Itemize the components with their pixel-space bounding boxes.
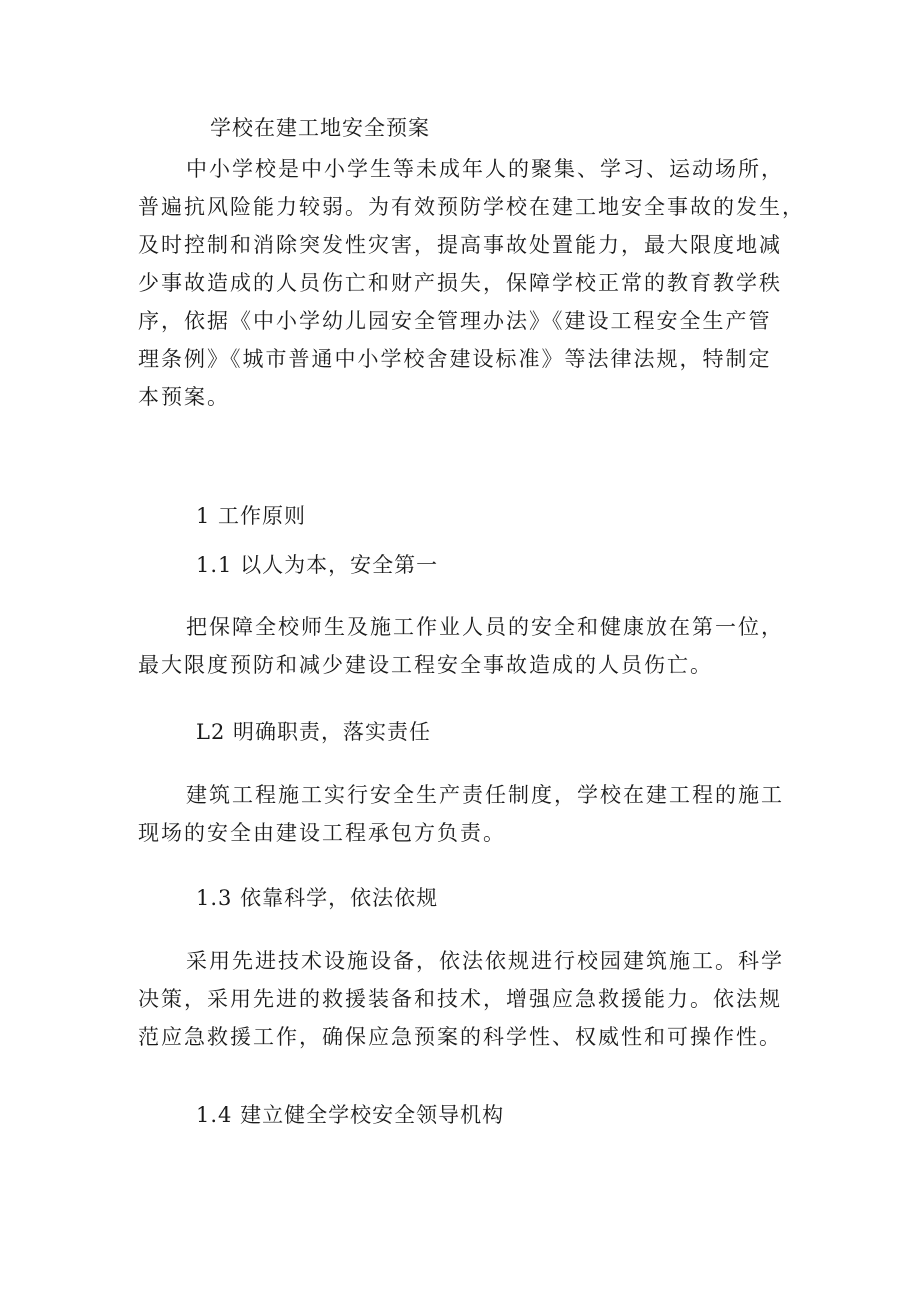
- section-1-3-heading: 1.3 依靠科学，依法依规: [196, 886, 439, 910]
- paragraph-line: 最大限度预防和减少建设工程安全事故造成的人员伤亡。: [138, 653, 713, 677]
- section-1-4-heading: 1.4 建立健全学校安全领导机构: [196, 1103, 505, 1127]
- paragraph-line: 建筑工程施工实行安全生产责任制度，学校在建工程的施工: [186, 783, 784, 807]
- intro-line: 理条例》《城市普通中小学校舍建设标准》等法律法规，特制定: [138, 347, 772, 371]
- section-1-3-paragraph: [138, 942, 798, 1056]
- intro-line: 普遍抗风险能力较弱。为有效预防学校在建工地安全事故的发生，: [138, 195, 805, 219]
- intro-line: 少事故造成的人员伤亡和财产损失，保障学校正常的教育教学秩: [138, 271, 782, 295]
- intro-line: 本预案。: [138, 385, 230, 409]
- intro-line: 及时控制和消除突发性灾害，提高事故处置能力，最大限度地减: [138, 233, 782, 257]
- paragraph-line: 把保障全校师生及施工作业人员的安全和健康放在第一位，: [186, 615, 784, 639]
- section-1-heading: 1 工作原则: [196, 504, 307, 528]
- section-1-1-heading: 1.1 以人为本，安全第一: [196, 553, 439, 577]
- intro-line: 序，依据《中小学幼儿园安全管理办法》《建设工程安全生产管: [138, 309, 772, 333]
- paragraph-line: 现场的安全由建设工程承包方负责。: [138, 821, 506, 845]
- section-1-2-heading: L2 明确职责，落实责任: [196, 720, 431, 744]
- section-1-1-paragraph: [138, 608, 798, 684]
- intro-line: 中小学校是中小学生等未成年人的聚集、学习、运动场所，: [186, 157, 784, 181]
- paragraph-line: 采用先进技术设施设备，依法依规进行校园建筑施工。科学: [186, 949, 784, 973]
- intro-paragraph: [138, 150, 805, 416]
- section-1-2-paragraph: [138, 776, 798, 852]
- paragraph-line: 范应急救援工作，确保应急预案的科学性、权威性和可操作性。: [138, 1025, 782, 1049]
- document-title: 学校在建工地安全预案: [210, 116, 430, 140]
- paragraph-line: 决策，采用先进的救援装备和技术，增强应急救援能力。依法规: [138, 987, 782, 1011]
